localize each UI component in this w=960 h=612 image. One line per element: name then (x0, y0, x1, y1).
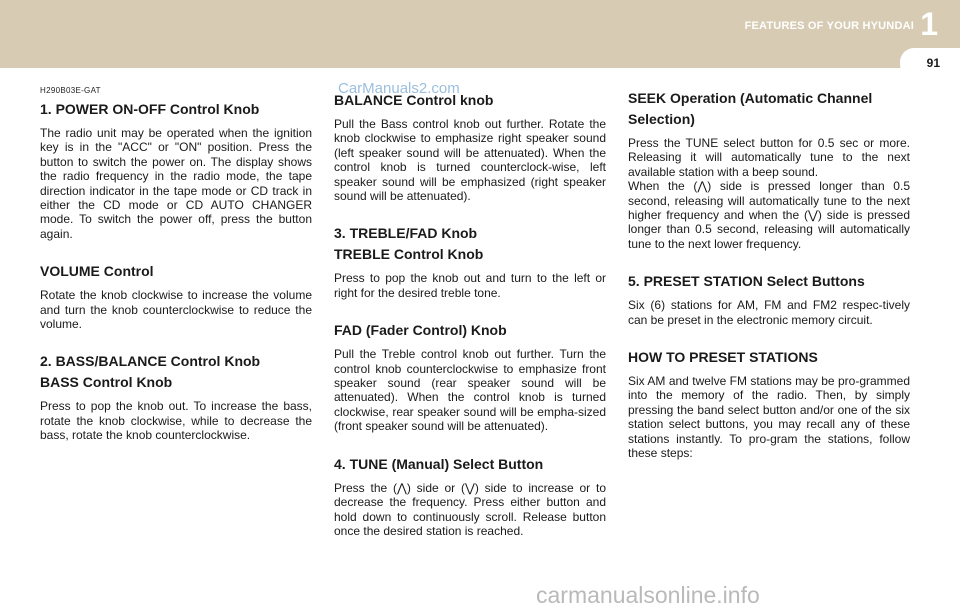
paragraph-how-to-preset: Six AM and twelve FM stations may be pro-grammed into the memory of the radio. Then, by simply pressing the band select button and/or one of the six station select buttons, you may recall any of these stations instantly. To pro-gram the stations, follow these steps: (628, 374, 910, 461)
heading-treble-control-knob: TREBLE Control Knob (334, 246, 484, 263)
section-code: H290B03E-GAT (40, 86, 101, 95)
column-left (40, 86, 312, 463)
heading-bass-control-knob: BASS Control Knob (40, 374, 173, 391)
heading-balance-control-knob: BALANCE Control knob (334, 92, 494, 108)
chapter-number: 1 (920, 6, 938, 42)
watermark-top: CarManuals2.com (338, 80, 460, 97)
paragraph-tune-button: Press the (⋀) side or (⋁) side to increase or to decrease the frequency. Press either button and hold down to continuously scroll. Release button once the desired station is reached. (334, 480, 606, 538)
paragraph-balance-control: Pull the Bass control knob out further. Rotate the knob clockwise to emphasize right speaker sound (left speaker sound will be attenuated). When the control knob is turned counterclock-wise, left speaker sound will be emphasized (right speaker sound will be attenuated). (334, 117, 606, 204)
paragraph-fader-control: Pull the Treble control knob out further. Turn the control knob counterclockwise to emphasize front speaker sound (rear speaker sound will be attenuated). When the control knob is turned clockwise, rear speaker sound will be empha-sized (front speaker sound will be attenuated). (334, 347, 606, 434)
heading-how-to-preset: HOW TO PRESET STATIONS (628, 349, 818, 366)
column-middle (334, 86, 606, 558)
paragraph-volume-control: Rotate the knob clockwise to increase the volume and turn the knob counterclockwise to reduce the volume. (40, 288, 312, 332)
heading-volume-control: VOLUME Control (40, 263, 154, 280)
paragraph-treble-control: Press to pop the knob out and turn to the left or right for the desired treble tone. (334, 271, 606, 300)
heading-treble-fad-knob: 3. TREBLE/FAD Knob (334, 225, 478, 242)
watermark-bottom: carmanualsonline.info (536, 582, 760, 608)
chapter-title: FEATURES OF YOUR HYUNDAI (744, 20, 914, 32)
heading-tune-button: 4. TUNE (Manual) Select Button (334, 455, 544, 472)
heading-preset-buttons: 5. PRESET STATION Select Buttons (628, 273, 865, 290)
paragraph-power-knob: The radio unit may be operated when the ignition key is in the "ACC" or "ON" position. Press the button to switch the power on. The display shows the radio frequency in the radio mode, the tape direction indicator in the tape mode or CD track in either the CD mode or CD AUTO CHANGER mode. To switch the power off, press the button again. (40, 126, 312, 241)
paragraph-bass-control: Press to pop the knob out. To increase the bass, rotate the knob clockwise, while to decrease the bass, rotate the knob counterclockwise. (40, 399, 312, 443)
heading-bass-balance-knob: 2. BASS/BALANCE Control Knob (40, 353, 261, 370)
page-number: 91 (926, 56, 940, 70)
header-band (0, 0, 960, 68)
heading-fader-knob: FAD (Fader Control) Knob (334, 322, 507, 339)
heading-power-knob: 1. POWER ON-OFF Control Knob (40, 101, 260, 117)
paragraph-seek-detail: When the (⋀) side is pressed longer than 0.5 second, releasing will automatically tune to the next higher frequency and when the (⋁) side is pressed longer than 0.5 second, releasing will automatically tune to the next lower frequency. (628, 179, 910, 251)
column-right (628, 86, 910, 481)
paragraph-seek-intro: Press the TUNE select button for 0.5 sec or more. Releasing it will automatically tune to the next available station with a beep sound. (628, 136, 910, 179)
heading-seek-operation: SEEK Operation (Automatic Channel Selection) (628, 90, 873, 127)
paragraph-preset-buttons: Six (6) stations for AM, FM and FM2 respec-tively can be preset in the electronic memory circuit. (628, 298, 910, 327)
